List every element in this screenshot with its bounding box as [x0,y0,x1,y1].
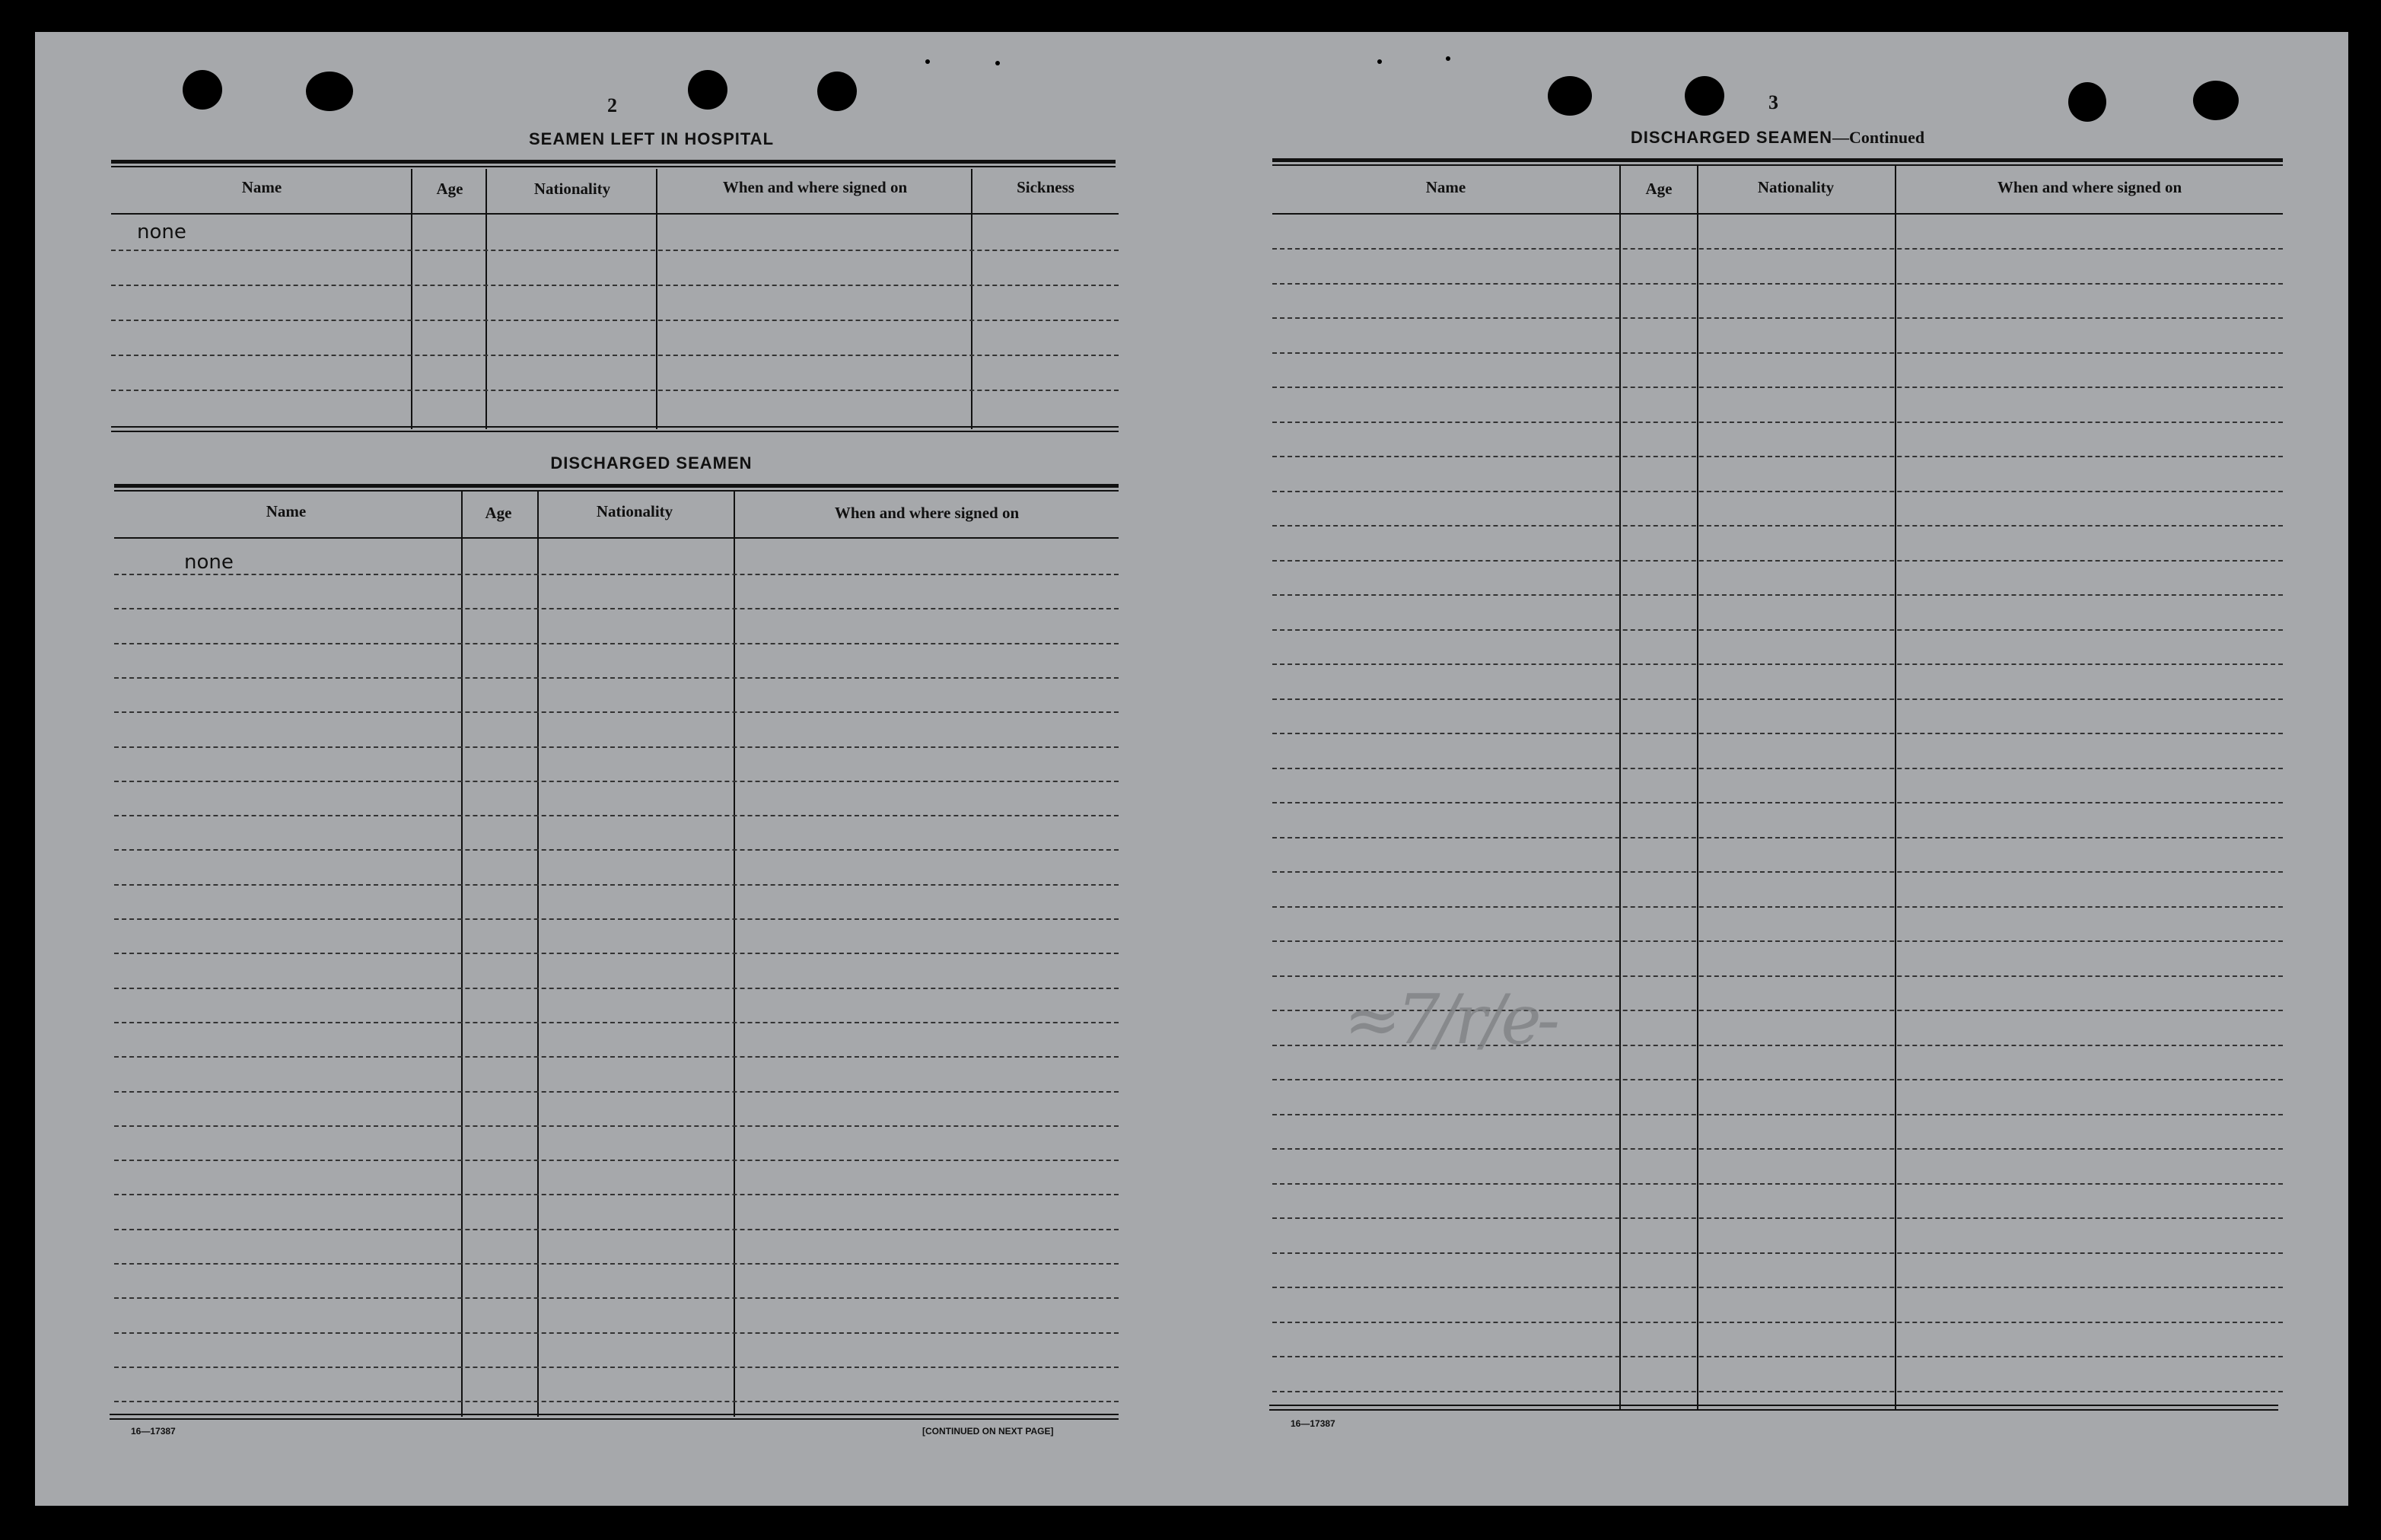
stain-mark [1446,56,1450,61]
right-title-suffix: —Continued [1832,128,1925,147]
hospital-header-sickness: Sickness [1017,178,1074,196]
document-sheet [35,32,2348,1506]
stain-mark [995,61,1000,65]
ruled-row-line [114,1229,1119,1230]
discharged-header-name: Name [266,502,307,520]
ruled-row-line [1272,906,2283,908]
ruled-row-line [1272,560,2283,562]
ruled-row-line [114,1401,1119,1402]
right-header-rule [1272,213,2283,215]
ruled-row-line [1272,1148,2283,1150]
ruled-row-line [114,1194,1119,1195]
ruled-row-line [114,1160,1119,1161]
ruled-row-line [1272,663,2283,665]
ruled-row-line [1272,1079,2283,1080]
hospital-header-rule [111,213,1119,215]
ruled-row-line [1272,317,2283,319]
hospital-row-line [111,390,1119,391]
right-top-rule-thin [1272,164,2283,166]
ruled-row-line [1272,594,2283,596]
ruled-row-line [114,746,1119,748]
ruled-row-line [1272,1183,2283,1185]
ruled-row-line [114,953,1119,954]
ruled-row-line [114,781,1119,782]
punch-hole [2193,81,2239,120]
right-header-nationality: Nationality [1757,178,1835,196]
hospital-header-nationality: Nationality [533,180,611,198]
ruled-row-line [114,1091,1119,1093]
ruled-row-line [1272,1252,2283,1254]
hospital-row-line [111,285,1119,286]
ruled-row-line [1272,940,2283,942]
continued-note: [CONTINUED ON NEXT PAGE] [922,1426,1054,1437]
hospital-bottom-rule [111,431,1119,432]
ruled-row-line [114,677,1119,679]
punch-hole [688,70,727,110]
punch-hole [2068,82,2106,122]
ruled-row-line [1272,871,2283,873]
hospital-header-age: Age [436,180,463,198]
ruled-row-line [1272,768,2283,769]
ruled-row-line [114,884,1119,886]
right-bottom-rule [1269,1405,2278,1406]
ruled-row-line [114,815,1119,816]
ruled-row-line [1272,837,2283,838]
ruled-row-line [114,608,1119,609]
ruled-row-line [114,988,1119,989]
hospital-row-line [111,250,1119,251]
ruled-row-line [1272,802,2283,803]
stain-mark [1377,59,1382,64]
ruled-row-line [114,1022,1119,1023]
punch-hole [183,70,222,110]
ruled-row-line [1272,975,2283,977]
discharged-entry-name: none [184,551,234,574]
punch-hole [817,72,857,111]
ruled-row-line [1272,1391,2283,1392]
discharged-header-age: Age [485,504,512,522]
hospital-section-title: SEAMEN LEFT IN HOSPITAL [528,129,775,148]
discharged-header-nationality: Nationality [596,502,673,520]
ruled-row-line [114,1125,1119,1127]
ruled-row-line [1272,1356,2283,1357]
hospital-entry-name: none [137,221,186,243]
ruled-row-line [114,918,1119,920]
ruled-row-line [114,849,1119,851]
ruled-row-line [1272,525,2283,527]
punch-hole [1685,76,1724,116]
right-page-number: 3 [1768,91,1778,113]
hospital-bottom-rule [111,426,1119,428]
ruled-row-line [114,574,1119,575]
right-bottom-rule [1269,1409,2278,1411]
hospital-top-rule [111,160,1116,164]
ruled-row-line [114,1367,1119,1368]
discharged-bottom-rule [110,1414,1119,1415]
hospital-row-line [111,355,1119,356]
left-page-number: 2 [607,94,617,116]
discharged-header-signed-on: When and where signed on [834,504,1020,522]
ruled-row-line [1272,283,2283,285]
discharged-bottom-rule [110,1418,1119,1420]
right-form-code: 16—17387 [1291,1418,1335,1429]
punch-hole [1548,76,1592,116]
hospital-header-name: Name [241,178,282,196]
ruled-row-line [1272,456,2283,457]
right-section-title [1526,128,2029,148]
discharged-section-title: DISCHARGED SEAMEN [550,453,753,473]
ruled-row-line [1272,387,2283,388]
right-header-signed-on: When and where signed on [1997,178,2182,196]
stain-mark [925,59,930,64]
ruled-row-line [114,1056,1119,1058]
discharged-top-rule [114,484,1119,488]
right-title-main: DISCHARGED SEAMEN [1630,128,1833,147]
discharged-top-rule-thin [114,490,1119,492]
ruled-row-line [1272,1287,2283,1288]
ruled-row-line [1272,1114,2283,1115]
ruled-row-line [1272,248,2283,250]
ruled-row-line [1272,698,2283,700]
ruled-row-line [1272,491,2283,492]
right-header-name: Name [1425,178,1466,196]
hospital-row-line [111,320,1119,321]
ruled-row-line [1272,733,2283,734]
right-top-rule [1272,158,2283,162]
ruled-row-line [114,1297,1119,1299]
ruled-row-line [1272,1217,2283,1219]
ruled-row-line [114,643,1119,644]
left-form-code: 16—17387 [131,1426,176,1437]
ruled-row-line [114,711,1119,713]
discharged-header-rule [114,537,1119,539]
ruled-row-line [1272,1322,2283,1323]
faint-bleed-through-writing: ≈7/r/e- [1344,980,1556,1060]
ruled-row-line [1272,629,2283,631]
punch-hole [306,72,353,111]
ruled-row-line [114,1263,1119,1265]
ruled-row-line [114,1332,1119,1334]
hospital-header-signed-on: When and where signed on [722,178,908,196]
hospital-top-rule-thin [111,166,1116,167]
ruled-row-line [1272,422,2283,423]
right-header-age: Age [1645,180,1673,198]
ruled-row-line [1272,352,2283,354]
